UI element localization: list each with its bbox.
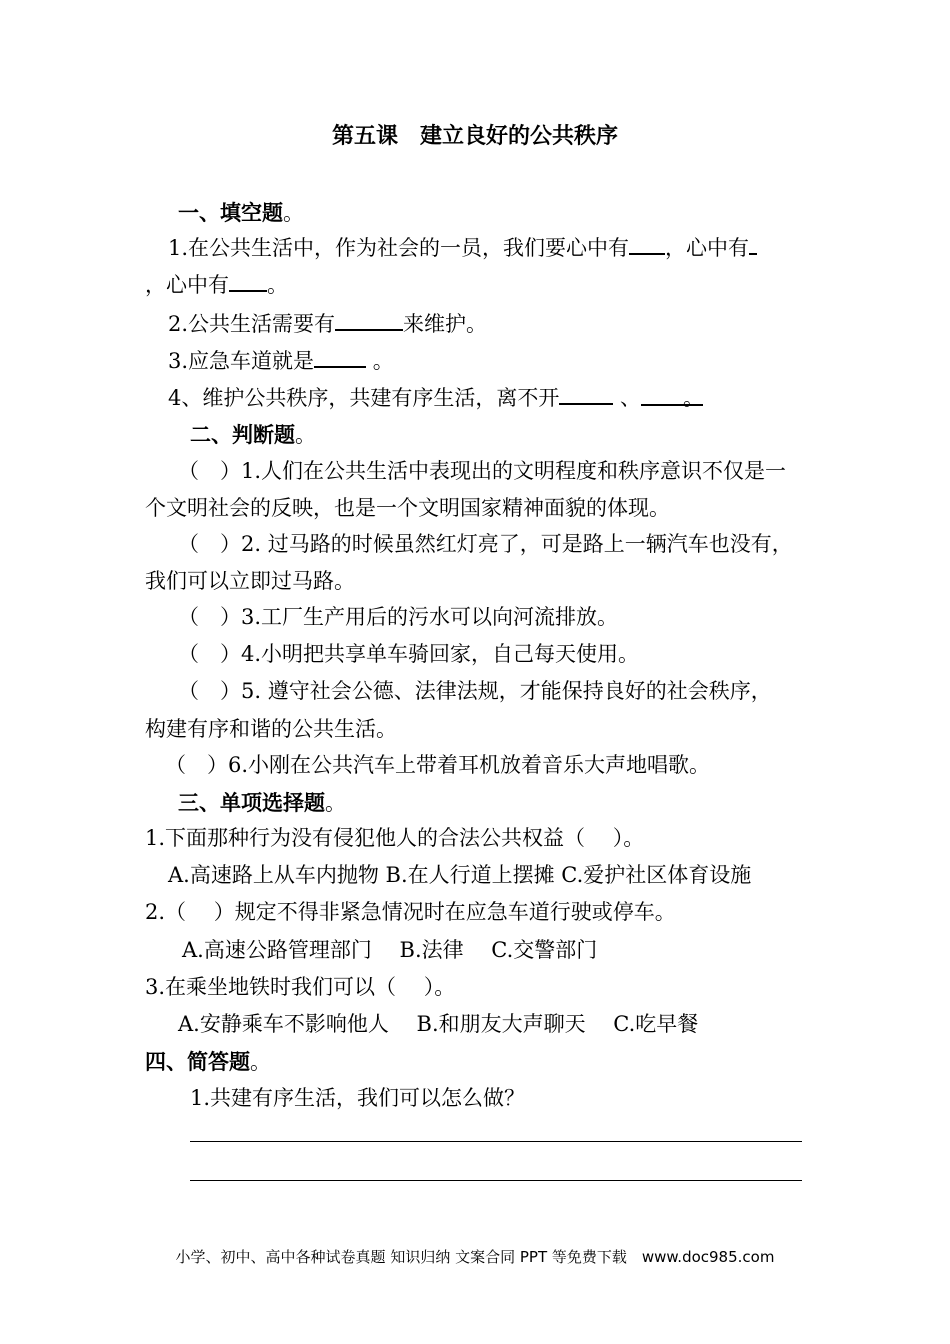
section-heading-short: 四、简答题。	[145, 1050, 271, 1074]
answer-line[interactable]	[190, 1180, 802, 1181]
page-title: 第五课 建立良好的公共秩序	[331, 124, 618, 149]
choice-question-2: 2.（ ）规定不得非紧急情况时在应急车道行驶或停车。	[145, 900, 676, 924]
page-footer: 小学、初中、高中各种试卷真题 知识归纳 文案合同 PPT 等免费下载 www.doc985.com	[175, 1248, 775, 1266]
section-heading-judge: 二、判断题。	[190, 423, 316, 447]
fill-question-3: 3.应急车道就是 。	[168, 346, 394, 375]
judge-item-4: （ ）4.小明把共享单车骑回家，自己每天使用。	[178, 642, 640, 666]
judge-item-1-line2: 个文明社会的反映，也是一个文明国家精神面貌的体现。	[145, 496, 670, 520]
choice-question-1: 1.下面那种行为没有侵犯他人的合法公共权益（ ）。	[145, 826, 645, 850]
choice-question-2-options: A.高速公路管理部门 B.法律 C.交警部门	[182, 938, 598, 962]
fill-question-1-line1: 1.在公共生活中，作为社会的一员，我们要心中有 ，心中有	[168, 233, 757, 262]
judge-item-5-line1: （ ）5. 遵守社会公德、法律法规，才能保持良好的社会秩序，	[178, 679, 772, 703]
choice-question-1-options: A.高速路上从车内抛物 B.在人行道上摆摊 C.爱护社区体育设施	[168, 863, 752, 887]
judge-item-2-line1: （ ）2. 过马路的时候虽然红灯亮了，可是路上一辆汽车也没有，	[178, 532, 793, 556]
section-heading-fill: 一、填空题。	[178, 201, 304, 225]
judge-item-1-line1: （ ）1.人们在公共生活中表现出的文明程度和秩序意识不仅是一	[178, 459, 787, 483]
answer-blank[interactable]	[229, 270, 267, 292]
short-question-1: 1.共建有序生活，我们可以怎么做？	[190, 1086, 526, 1110]
fill-question-4: 4、维护公共秩序，共建有序生活，离不开 、 。	[168, 383, 703, 412]
judge-item-5-line2: 构建有序和谐的公共生活。	[145, 717, 397, 741]
answer-blank[interactable]	[749, 233, 757, 255]
fill-question-2: 2.公共生活需要有 来维护。	[168, 309, 487, 338]
answer-blank[interactable]	[629, 233, 665, 255]
judge-item-2-line2: 我们可以立即过马路。	[145, 569, 355, 593]
section-heading-choice: 三、单项选择题。	[178, 791, 346, 815]
judge-item-6: （ ）6.小刚在公共汽车上带着耳机放着音乐大声地唱歌。	[165, 753, 711, 777]
choice-question-3: 3.在乘坐地铁时我们可以（ ）。	[145, 975, 456, 999]
answer-blank[interactable]	[314, 346, 366, 368]
answer-blank[interactable]	[335, 309, 403, 331]
judge-item-3: （ ）3.工厂生产用后的污水可以向河流排放。	[178, 605, 619, 629]
answer-line[interactable]	[190, 1141, 802, 1142]
answer-blank[interactable]: 。	[641, 384, 703, 406]
answer-blank[interactable]	[559, 383, 613, 405]
fill-question-1-line2: ，心中有 。	[145, 270, 288, 299]
choice-question-3-options: A.安静乘车不影响他人 B.和朋友大声聊天 C.吃早餐	[178, 1012, 699, 1036]
